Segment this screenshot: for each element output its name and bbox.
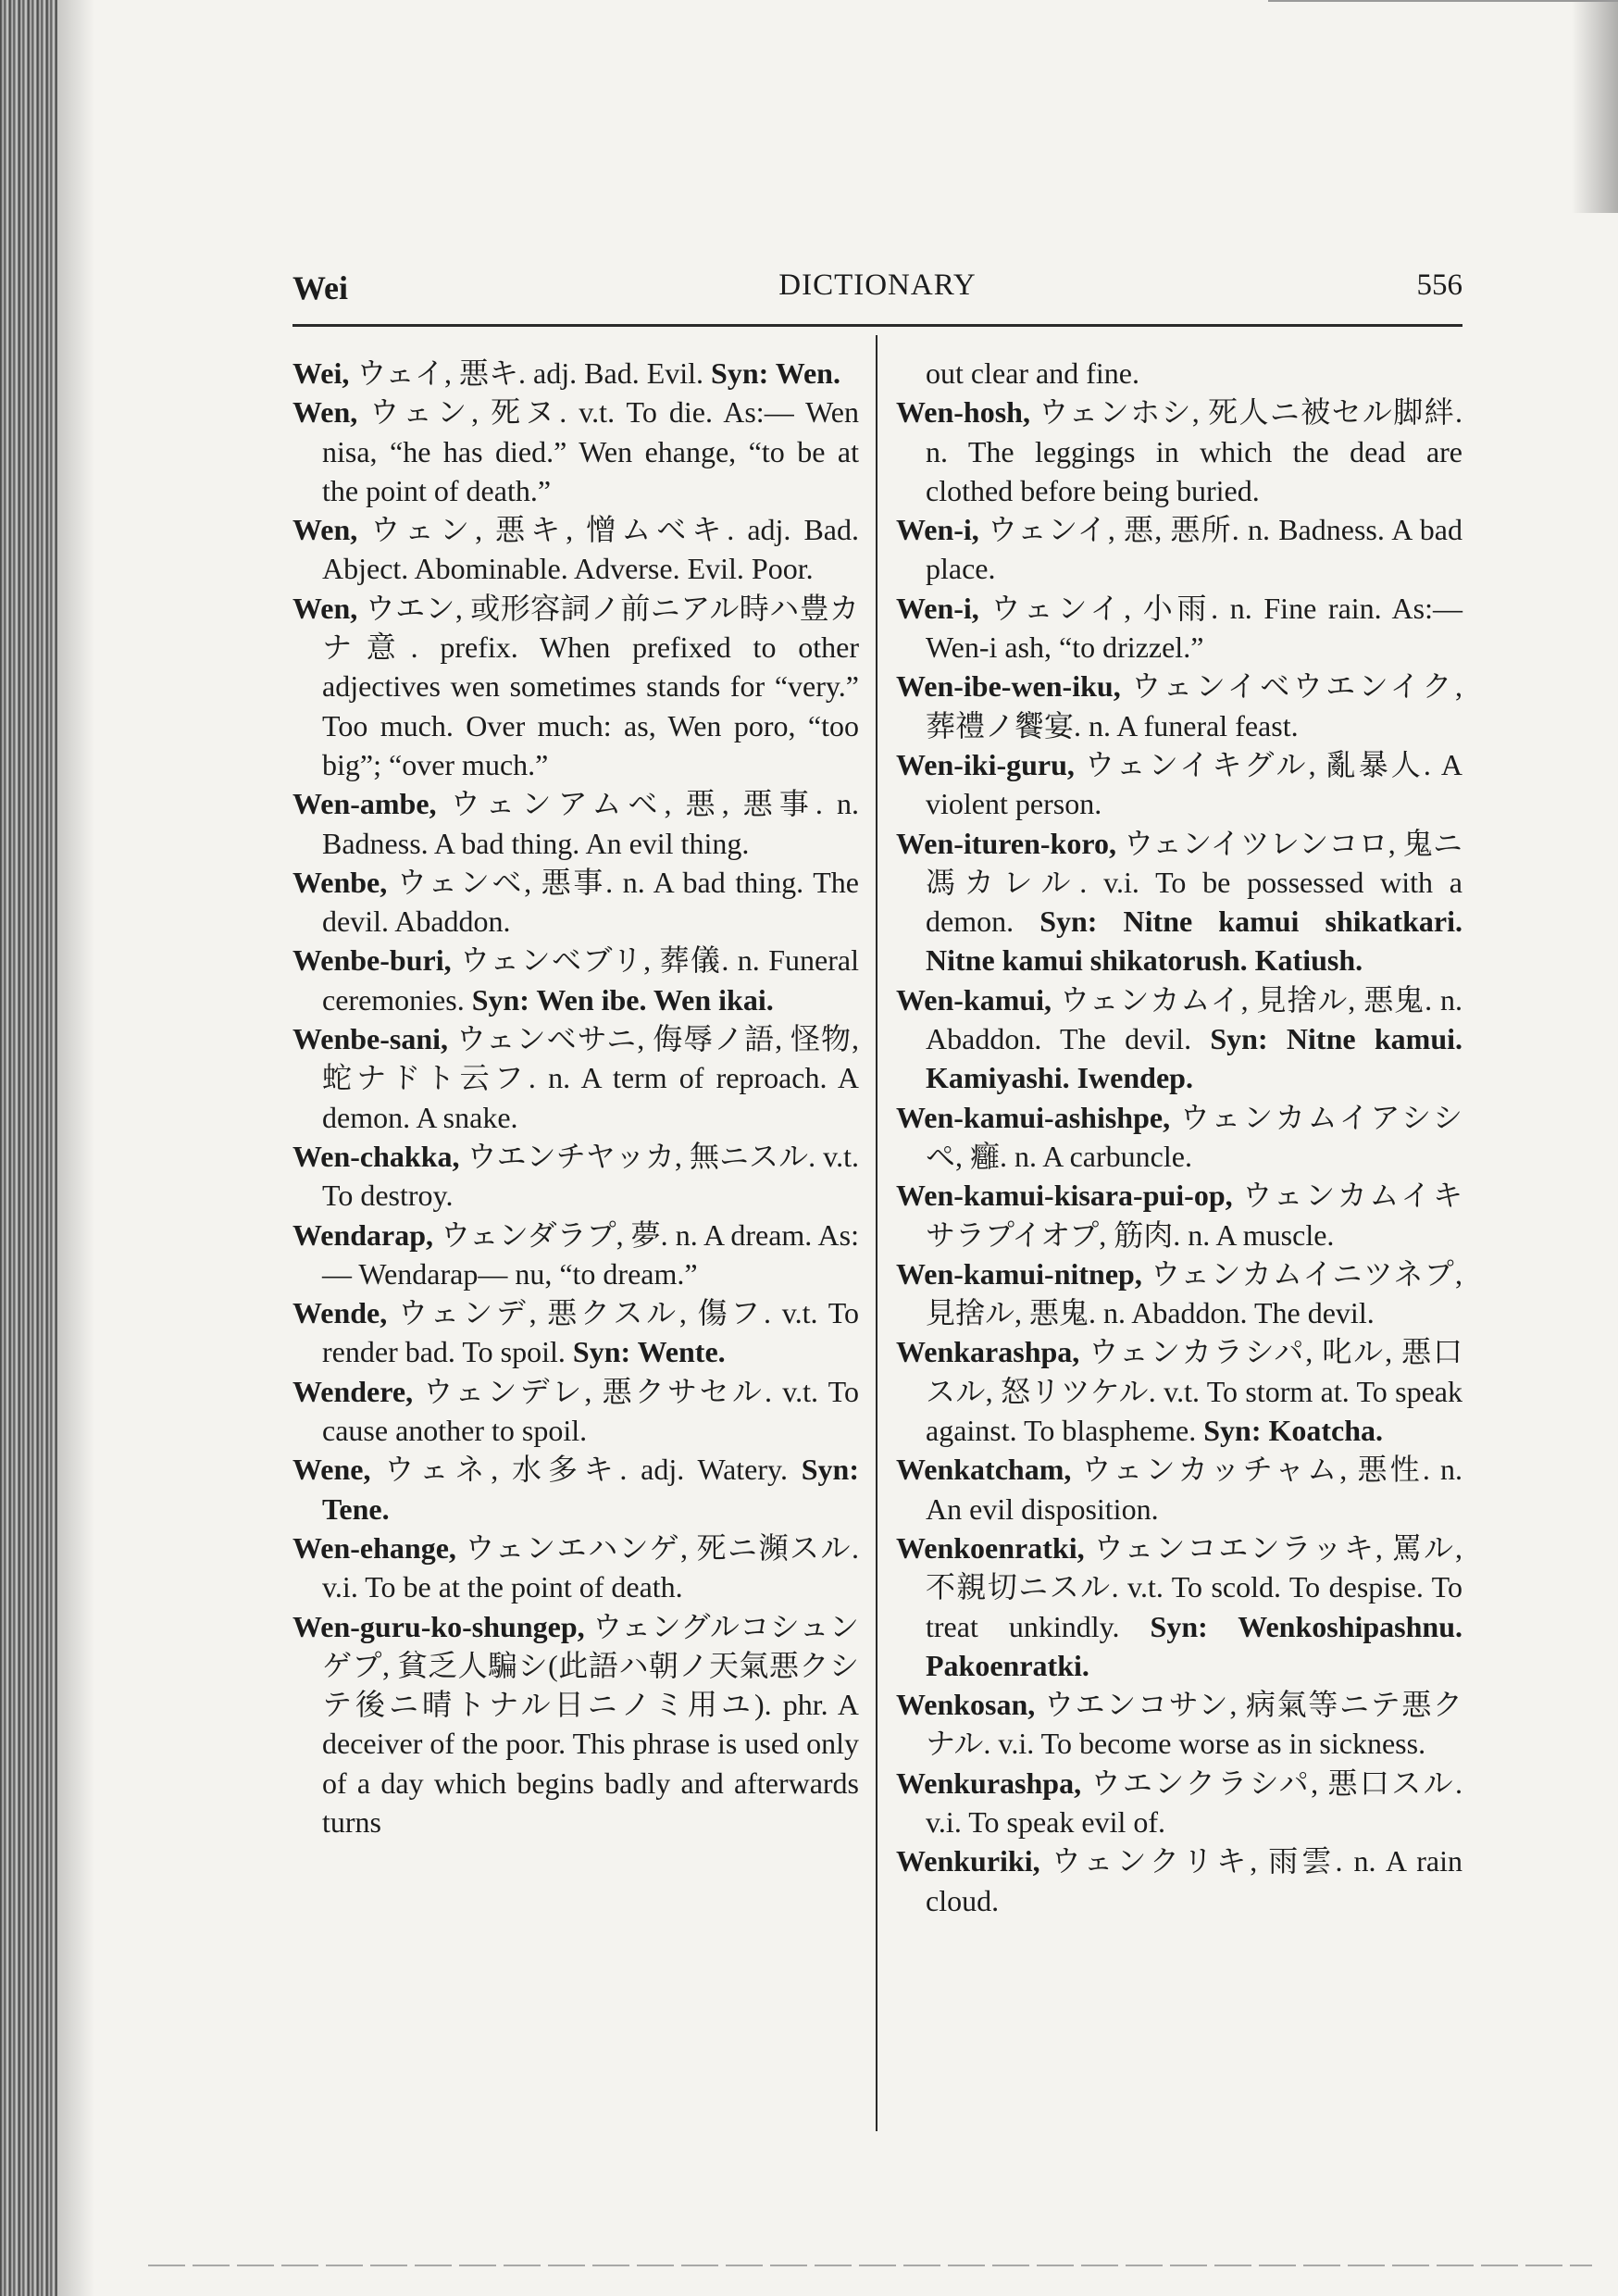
entry-definition: ウェンイキグル, 亂暴人. A violent person. (926, 747, 1462, 821)
page-number: 556 (1416, 268, 1462, 302)
dictionary-entry (292, 1216, 859, 1294)
entry-headword: Wenbe-buri, (292, 943, 452, 978)
entry-definition: ウエンクラシパ, 悪口スル. v.i. To speak evil of. (926, 1766, 1463, 1839)
dictionary-entry (896, 667, 1462, 745)
dictionary-entry (896, 980, 1462, 1098)
dictionary-entry (292, 589, 859, 784)
entry-headword: Wene, (292, 1453, 371, 1487)
entry-headword: Wendarap, (292, 1217, 434, 1252)
entry-synonyms: Syn: Tene. (322, 1453, 859, 1526)
entry-definition: ウェン, 死ヌ. v.t. To die. As:— Wen nisa, “he has died.” Wen ehange, “to be at the point of death.” (322, 395, 859, 507)
entry-definition: ウェイ, 悪キ. adj. Bad. Evil. (356, 356, 704, 390)
entry-definition: ウエンチヤッカ, 無ニスル. v.t. To destroy. (322, 1139, 859, 1213)
dictionary-entry (292, 1607, 859, 1842)
entry-headword: Wen-kamui-nitnep, (896, 1256, 1142, 1291)
entry-definition: ウェンイ, 悪, 悪所. n. Badness. A bad place. (926, 513, 1463, 586)
entry-definition: ウェンカムイ, 見捨ル, 悪鬼. n. Abaddon. The devil. (926, 982, 1462, 1056)
entry-headword: Wenkuriki, (896, 1844, 1040, 1878)
entry-headword: Wen-ituren-koro, (896, 826, 1116, 860)
book-binding-edge (0, 0, 57, 2296)
dictionary-entry (896, 393, 1462, 510)
entry-headword: Wen-chakka, (292, 1139, 460, 1173)
entry-definition: ウェンベブリ, 葬儀. n. Funeral ceremonies. (322, 943, 859, 1017)
dictionary-entry (896, 1764, 1462, 1842)
entry-headword: Wen, (292, 513, 358, 547)
dictionary-entry (292, 354, 859, 393)
running-header (292, 268, 1462, 311)
entry-definition: ウェン, 悪キ, 憎ムベキ. adj. Bad. Abject. Abominable. Adverse. Evil. Poor. (322, 513, 859, 586)
entry-synonyms: Syn: Koatcha. (1203, 1414, 1384, 1448)
entry-synonyms: Syn: Wente. (572, 1335, 726, 1369)
entry-headword: Wen-kamui-ashishpe, (896, 1100, 1171, 1134)
entry-synonyms: Syn: Wen ibe. Wen ikai. (471, 982, 774, 1017)
dictionary-entry (896, 1332, 1462, 1450)
dictionary-entry (896, 1450, 1462, 1529)
dictionary-entry (896, 1254, 1462, 1333)
page-corner-shadow (1572, 0, 1618, 213)
dictionary-entry (292, 393, 859, 510)
entry-definition: ウェネ, 水多キ. adj. Watery. (384, 1453, 788, 1487)
entry-headword: Wenkarashpa, (896, 1335, 1080, 1369)
dictionary-entry (292, 863, 859, 942)
header-guide-word: Wei (292, 269, 348, 306)
entry-headword: Wendere, (292, 1374, 414, 1408)
entry-synonyms: Syn: Nitne kamui. Kamiyashi. Iwendep. (926, 1022, 1462, 1095)
binding-shadow (57, 0, 94, 2296)
entry-headword: Wenbe-sani, (292, 1022, 449, 1056)
entry-continuation: out clear and fine. (926, 356, 1139, 390)
entry-definition: ウェンイベウエンイク, 葬禮ノ饗宴. n. A funeral feast. (926, 669, 1462, 742)
entry-definition: ウエンコサン, 病氣等ニテ悪クナル. v.i. To become worse as in sickness. (926, 1688, 1463, 1761)
right-column (896, 354, 1462, 1920)
dictionary-entry (896, 1841, 1462, 1920)
dictionary-entry (292, 1019, 859, 1137)
entry-headword: Wen-i, (896, 513, 979, 547)
entry-headword: Wenbe, (292, 865, 388, 899)
bottom-edge-line (148, 2265, 1592, 2266)
entry-headword: Wen-ambe, (292, 787, 437, 821)
entry-definition: ウェンデ, 悪クスル, 傷フ. v.t. To render bad. To spoil. (322, 1296, 860, 1369)
entry-definition: ウエン, 或形容詞ノ前ニアル時ハ豊カナ意. prefix. When prefixed to other adjectives wen sometimes stands for “very.” Too much. Over much: as, Wen poro, “too big”; “over much.” (322, 591, 859, 781)
entry-definition: ウェンアムベ, 悪, 悪事. n. Badness. A bad thing. An evil thing. (322, 787, 859, 860)
entry-headword: Wen, (292, 591, 358, 625)
entry-headword: Wen-hosh, (896, 395, 1030, 430)
dictionary-entry (292, 1529, 859, 1607)
header-title: DICTIONARY (778, 268, 977, 302)
top-edge-line (1268, 0, 1618, 2)
entry-synonyms: Syn: Nitne kamui shikatkari. Nitne kamui shikatorush. Katiush. (926, 905, 1462, 978)
entry-definition: ウェンダラプ, 夢. n. A dream. As: — Wendarap— nu, “to dream.” (322, 1217, 859, 1291)
dictionary-entry (896, 824, 1462, 980)
entry-definition: ウェンクリキ, 雨雲. n. A rain cloud. (926, 1844, 1462, 1917)
dictionary-entry (292, 1372, 859, 1451)
entry-headword: Wenkosan, (896, 1688, 1036, 1722)
dictionary-entry (896, 589, 1462, 668)
dictionary-entry (896, 1685, 1462, 1764)
entry-definition: ウェンイツレンコロ, 鬼ニ馮カレル. v.i. To be possessed with a demon. (926, 826, 1463, 939)
left-column (292, 354, 859, 1841)
entry-headword: Wenkatcham, (896, 1453, 1072, 1487)
entry-definition: ウェンホシ, 死人ニ被セル脚絆. n. The leggings in which the dead are clothed before being buried. (926, 395, 1462, 507)
entry-definition: ウェンカッチャム, 悪性. n. An evil disposition. (926, 1453, 1462, 1526)
entry-definition: ウェンベ, 悪事. n. A bad thing. The devil. Abaddon. (322, 865, 859, 939)
entry-synonyms: Syn: Wen. (711, 356, 840, 390)
entry-definition: ウェンカムイニツネプ, 見捨ル, 悪鬼. n. Abaddon. The devil. (926, 1256, 1462, 1330)
entry-definition: ウェンコエンラッキ, 罵ル, 不親切ニスル. v.t. To scold. To despise. To treat unkindly. (926, 1530, 1462, 1643)
entry-headword: Wen-kamui-kisara-pui-op, (896, 1179, 1233, 1213)
entry-definition: ウェンデレ, 悪クサセル. v.t. To cause another to spoil. (322, 1374, 859, 1448)
entry-synonyms: Syn: Wenkoshipashnu. Pakoenratki. (926, 1609, 1463, 1682)
entry-headword: Wen, (292, 395, 358, 430)
entry-definition: ウェンイ, 小雨. n. Fine rain. As:— Wen-i ash, “to drizzel.” (926, 591, 1463, 665)
dictionary-entry (896, 510, 1462, 589)
dictionary-entry (292, 1137, 859, 1216)
header-rule (292, 324, 1462, 327)
dictionary-entry (896, 1098, 1462, 1177)
entry-definition: ウェンカラシパ, 叱ル, 悪口スル, 怒リツケル. v.t. To storm at. To speak against. To blaspheme. (926, 1335, 1463, 1448)
entry-definition: ウェンベサニ, 侮辱ノ語, 怪物, 蛇ナドト云フ. n. A term of reproach. A demon. A snake. (322, 1022, 859, 1134)
dictionary-entry (292, 1450, 859, 1529)
dictionary-entry (896, 745, 1462, 824)
entry-definition: ウェンカムイアシシペ, 癰. n. A carbuncle. (926, 1100, 1462, 1173)
entry-headword: Wen-i, (896, 591, 979, 625)
dictionary-entry (292, 784, 859, 863)
entry-definition: ウェンカムイキサラプイオプ, 筋肉. n. A muscle. (926, 1179, 1463, 1252)
column-divider (876, 335, 877, 2131)
entry-definition: ウェンエハンゲ, 死ニ瀕スル. v.i. To be at the point of death. (322, 1530, 860, 1604)
entry-headword: Wende, (292, 1296, 388, 1330)
entry-headword: Wenkoenratki, (896, 1530, 1085, 1565)
dictionary-entry (292, 941, 859, 1019)
dictionary-entry (292, 1293, 859, 1372)
entry-headword: Wen-iki-guru, (896, 747, 1075, 781)
entry-headword: Wen-kamui, (896, 982, 1052, 1017)
entry-headword: Wen-ibe-wen-iku, (896, 669, 1121, 704)
entry-headword: Wei, (292, 356, 350, 390)
dictionary-entry (896, 1176, 1462, 1254)
dictionary-entry (292, 510, 859, 589)
entry-headword: Wenkurashpa, (896, 1766, 1082, 1800)
entry-headword: Wen-guru-ko-shungep, (292, 1609, 585, 1643)
dictionary-entry (896, 1529, 1462, 1685)
entry-definition: ウェングルコシュンゲプ, 貧乏人騙シ(此語ハ朝ノ天氣悪クシテ後ニ晴トナル日ニノミ用ユ). phr. A deceiver of the poor. This phrase is used only of a day which begins badly and afterwards turns (322, 1609, 860, 1839)
entry-headword: Wen-ehange, (292, 1530, 456, 1565)
